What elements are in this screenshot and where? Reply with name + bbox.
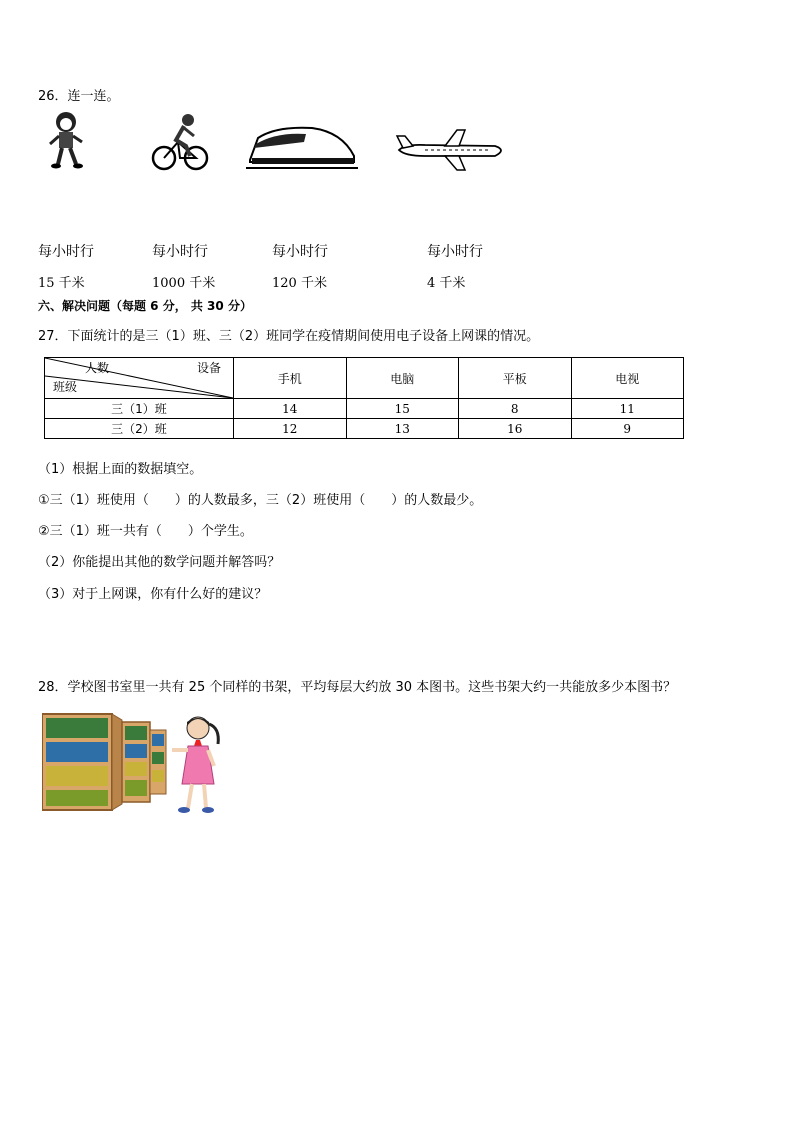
airplane-image (395, 128, 509, 172)
column-header-tv: 电视 (571, 358, 684, 399)
speed-label-2-line1: 每小时行 (152, 244, 208, 260)
speed-label-4-line2: 4 千米 (427, 276, 466, 291)
speed-label-2-line2: 1000 千米 (152, 276, 216, 291)
q27-sub2: （2）你能提出其他的数学问题并解答吗？ (38, 555, 281, 570)
device-usage-table (44, 357, 684, 439)
corner-label-class: 班级 (53, 380, 78, 394)
table-cell: 16 (459, 419, 572, 439)
speed-label-3-line2: 120 千米 (272, 276, 327, 291)
column-header-phone: 手机 (234, 358, 347, 399)
q27-title: 27．下面统计的是三（1）班、三（2）班同学在疫情期间使用电子设备上网课的情况。 (38, 329, 540, 344)
bookshelf-image (42, 712, 172, 812)
table-cell: 12 (234, 419, 347, 439)
table-cell: 8 (459, 399, 572, 419)
table-row (45, 419, 684, 439)
row-label: 三（2）班 (45, 419, 234, 439)
q27-sub1: （1）根据上面的数据填空。 (38, 462, 203, 477)
q28-title: 28．学校图书室里一共有 25 个同样的书架，平均每层大约放 30 本图书。这些书架大约一共能放多少本图书？ (38, 680, 677, 695)
q27-sub3: （3）对于上网课，你有什么好的建议？ (38, 587, 268, 602)
row-label: 三（1）班 (45, 399, 234, 419)
speed-label-1-line2: 15 千米 (38, 276, 85, 291)
q27-item2: ②三（1）班一共有（ ）个学生。 (38, 524, 253, 539)
table-cell: 11 (571, 399, 684, 419)
corner-label-device: 设备 (196, 361, 221, 375)
girl-image (166, 714, 226, 816)
table-corner-cell (45, 358, 234, 399)
table-header-row (45, 358, 684, 399)
table-cell: 14 (234, 399, 347, 419)
speed-label-4-line1: 每小时行 (427, 244, 483, 260)
speed-label-1-line1: 每小时行 (38, 244, 94, 260)
table-cell: 15 (346, 399, 459, 419)
section-6-title: 六、解决问题（每题 6 分， 共 30 分） (38, 299, 252, 313)
q27-item1: ①三（1）班使用（ ）的人数最多，三（2）班使用（ ）的人数最少。 (38, 493, 483, 508)
corner-label-count: 人数 (85, 361, 110, 375)
train-image (246, 122, 358, 170)
column-header-computer: 电脑 (346, 358, 459, 399)
column-header-tablet: 平板 (459, 358, 572, 399)
table-cell: 13 (346, 419, 459, 439)
cyclist-image (150, 112, 210, 174)
q26-title: 26．连一连。 (38, 89, 120, 104)
table-cell: 9 (571, 419, 684, 439)
walking-girl-image (44, 108, 90, 170)
table-row (45, 399, 684, 419)
speed-label-3-line1: 每小时行 (272, 244, 328, 260)
